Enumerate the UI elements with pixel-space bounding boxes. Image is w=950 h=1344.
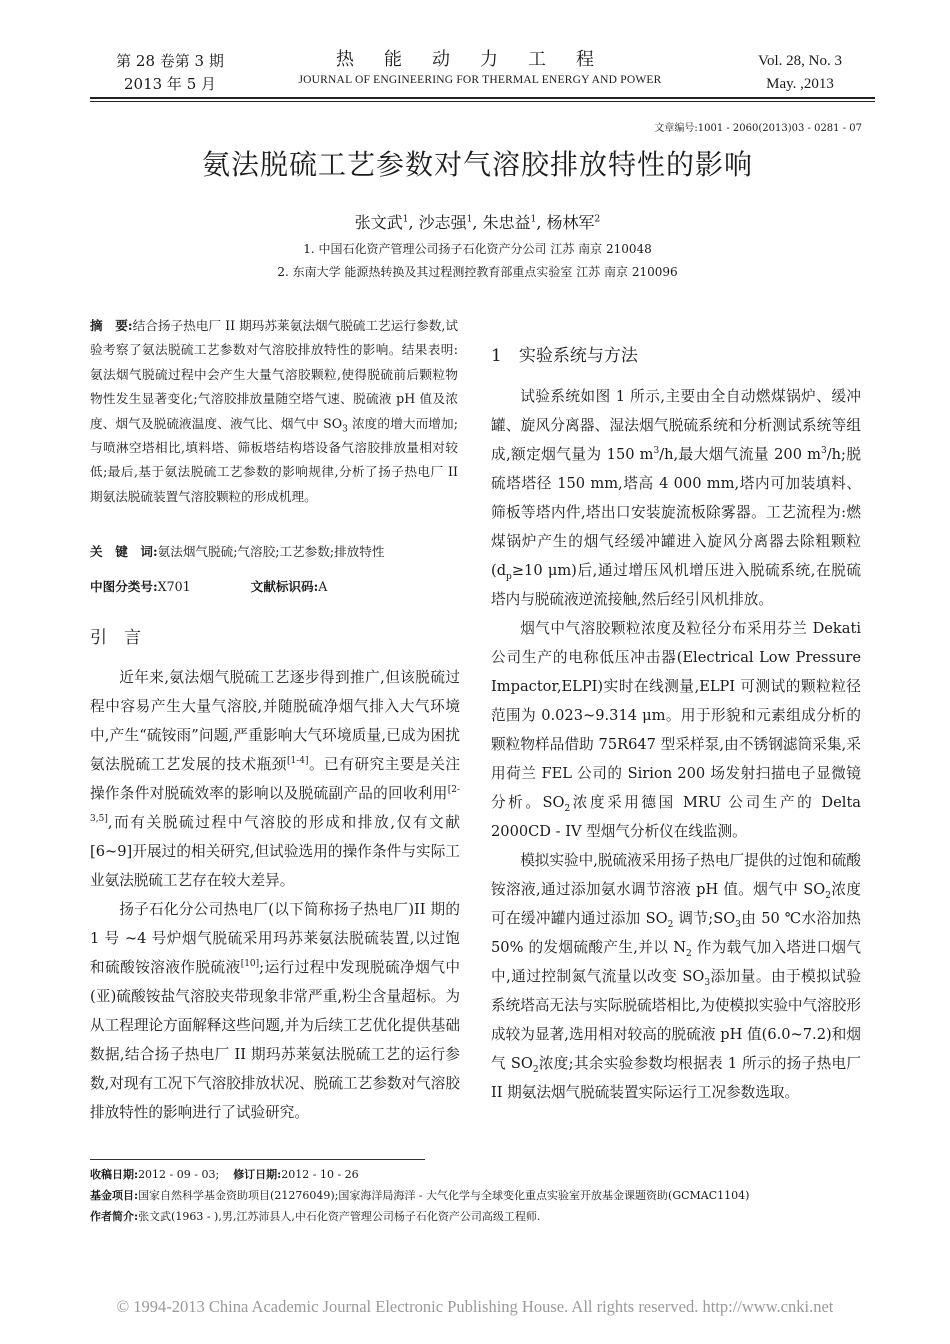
revised-label: 修订日期: <box>233 1168 282 1181</box>
received-date: 2012 - 09 - 03; <box>138 1168 220 1181</box>
header-rule-thin <box>90 101 875 102</box>
section-1-paragraph-3 <box>491 846 861 1107</box>
clc-label: 中图分类号: <box>90 579 158 594</box>
text: 调节;SO <box>673 910 736 927</box>
subscript: 2 <box>685 948 692 959</box>
copyright-notice: © 1994-2013 China Academic Journal Electronic Publishing House. All rights reserved. http://www.cnki.net <box>116 1297 834 1316</box>
subscript: p <box>506 571 512 582</box>
footnote-author <box>90 1206 880 1227</box>
journal-en: JOURNAL OF ENGINEERING FOR THERMAL ENERGY AND POWER <box>298 74 662 86</box>
author-bio-text: 张文武(1963 - ),男,江苏沛县人,中石化资产管理公司杨子石化资产公司高级工程师. <box>138 1210 541 1223</box>
subscript: 2 <box>667 919 674 930</box>
abstract <box>90 314 458 509</box>
section-1-body <box>491 382 861 1107</box>
text: 由 50 ℃水浴加热 50% 的发烟硫酸产生,并以 N <box>491 910 861 956</box>
text: ;运行过程中发现脱硫净烟气中(亚)硫酸铵盐气溶胶夹带现象非常严重,粉尘含量超标。为从工程理论方面解释这些问题,并为后续工艺优化提供基础数据,结合扬子热电厂 II 期玛苏莱氨法脱硫工艺的运行参数,对现有工况下气溶胶排放状况、脱硫工艺参数对气溶胶排放特性的影响进行了试验研究。 <box>90 959 460 1121</box>
text: 扬子石化分公司热电厂(以下简称扬子热电厂)II 期的 1 号 ~4 号炉烟气脱硫采用玛苏莱氨法脱硫装置,以过饱和硫酸铵溶液作脱硫液 <box>90 901 460 976</box>
footnote-rule <box>90 1159 425 1160</box>
subscript: 2 <box>564 803 571 814</box>
intro-body <box>90 663 460 1127</box>
intro-heading: 引 言 <box>90 628 141 648</box>
text: 添加量。由于模拟试验系统塔高无法与实际脱硫塔相比,为使模拟实验中气溶胶形成较为显著,选用相对较高的脱硫液 pH 值(6.0~7.2)和烟气 SO <box>491 968 861 1072</box>
affiliation-2: 2. 东南大学 能源热转换及其过程测控教育部重点实验室 江苏 南京 210096 <box>277 265 678 279</box>
abstract-label: 摘 要: <box>90 318 133 333</box>
abstract-text: 结合扬子热电厂 II 期玛苏莱氨法烟气脱硫工艺运行参数,试验考察了氨法脱硫工艺参数对气溶胶排放特性的影响。结果表明:氨法烟气脱硫过程中会产生大量气溶胶颗粒,使得脱硫前后颗粒物物性发生显著变化;气溶胶排放量随空塔气速、脱硫液 pH 值及浓度、烟气及脱硫液温度、液气比、烟气中 SO <box>90 318 458 431</box>
header-rule <box>90 97 875 99</box>
author-bio-label: 作者简介: <box>90 1210 139 1223</box>
text: 浓度可在缓冲罐内通过添加 SO <box>491 881 861 927</box>
keywords-label: 关 键 词: <box>90 544 158 559</box>
text: ≥10 μm)后,通过增压风机增压进入脱硫系统,在脱硫塔内与脱硫液逆流接触,然后经引风机排放。 <box>491 562 861 608</box>
subscript: 2 <box>825 890 831 901</box>
footnote-fund <box>90 1185 880 1206</box>
issue-info <box>90 50 250 96</box>
date-en: May. ,2013 <box>766 76 834 92</box>
intro-paragraph-1 <box>90 663 460 895</box>
author-affil-mark: 2 <box>594 214 601 225</box>
author-list: 张文武$^1$, 沙志强$^1$, 朱忠益$^1$, 杨林军$^2$ <box>354 213 601 232</box>
received-label: 收稿日期: <box>90 1168 139 1181</box>
author-name: 张文武 <box>354 213 403 232</box>
fund-label: 基金项目: <box>90 1189 139 1202</box>
text: 烟气中气溶胶颗粒浓度及粒径分布采用芬兰 Dekati 公司生产的电称低压冲击器(Electrical Low Pressure Impactor,ELPI)实时在线测量,ELPI 可测试的颗粒粒径范围为 0.023~9.314 μm。用于形貌和元素组成分析的颗粒物样品借助 75R647 型采样泵,由不锈钢滤筒采集,采用荷兰 FEL 公司的 Sirion 200 场发射扫描电子显微镜分析。SO <box>491 620 861 811</box>
text: 模拟实验中,脱硫液采用扬子热电厂提供的过饱和硫酸铵溶液,通过添加氨水调节溶液 pH 值。烟气中 SO <box>491 852 861 898</box>
affiliation-1: 1. 中国石化资产管理公司扬子石化资产分公司 江苏 南京 210048 <box>303 242 652 256</box>
section-1-paragraph-2 <box>491 614 861 846</box>
doc-code-value: A <box>318 579 328 594</box>
abstract-sub: 3 <box>342 424 348 435</box>
classification <box>90 576 458 595</box>
superscript: 3 <box>653 446 660 457</box>
text: 浓度采用德国 MRU 公司生产的 Delta 2000CD - IV 型烟气分析仪在线监测。 <box>491 794 862 840</box>
text: 试验系统如图 1 所示,主要由全自动燃煤锅炉、缓冲罐、旋风分离器、湿法烟气脱硫系统和分析测试系统等组成,额定烟气量为 150 m <box>491 388 861 463</box>
subscript: 3 <box>735 919 741 930</box>
author-affil-mark: 1 <box>402 214 409 225</box>
vol-en: Vol. 28, No. 3 <box>758 53 842 69</box>
date-cn: 2013 年 5 月 <box>123 75 217 93</box>
text: /h,最大烟气流量 200 m <box>659 446 821 463</box>
abstract-text-cont: 浓度的增大而增加;与喷淋空塔相比,填料塔、筛板塔结构塔设备气溶胶排放量相对较低;最后,基于氨法脱硫工艺参数的影响规律,分析了扬子热电厂 II 期氨法脱硫装置气溶胶颗粒的形成机理。 <box>90 415 458 504</box>
superscript: 3 <box>820 446 827 457</box>
clc-value: X701 <box>157 579 191 594</box>
author-name: 朱忠益 <box>482 213 531 232</box>
article-number: 文章编号:1001 - 2060(2013)03 - 0281 - 07 <box>654 123 862 134</box>
text: /h;脱硫塔塔径 150 mm,塔高 4 000 mm,塔内可加装填料、筛板等塔内件,塔出口安装旋流板除雾器。工艺流程为:燃煤锅炉产生的烟气经缓冲罐进入旋风分离器去除粗颗粒(d <box>491 446 861 579</box>
volume-info <box>730 50 870 96</box>
author-affil-mark: 1 <box>530 214 537 225</box>
section-1-heading: 1 实验系统与方法 <box>491 346 638 366</box>
text: 近年来,氨法烟气脱硫工艺逐步得到推广,但该脱硫过程中容易产生大量气溶胶,并随脱硫净烟气排入大气环境中,产生“硫铵雨”问题,严重影响大气环境质量,已成为困扰氨法脱硫工艺发展的技术瓶颈 <box>90 669 460 773</box>
paper-title: 氨法脱硫工艺参数对气溶胶排放特性的影响 <box>201 148 753 181</box>
text: 浓度;其余实验参数均根据表 1 所示的扬子热电厂 II 期氨法烟气脱硫装置实际运行工况参数选取。 <box>491 1055 861 1101</box>
subscript: 2 <box>532 1064 539 1075</box>
issue-cn: 第 28 卷第 3 期 <box>116 52 224 70</box>
intro-paragraph-2 <box>90 895 460 1127</box>
fund-text: 国家自然科学基金资助项目(21276049);国家海洋局海洋 - 大气化学与全球变化重点实验室开放基金课题资助(GCMAC1104) <box>138 1189 750 1202</box>
citation: [1-4] <box>286 756 309 767</box>
journal-title <box>255 48 705 88</box>
author-affil-mark: 1 <box>466 214 473 225</box>
citation: [2-3,5] <box>90 785 460 825</box>
text: 作为载气加入塔进口烟气中,通过控制氮气流量以改变 SO <box>491 939 861 985</box>
keywords-text: 氨法烟气脱硫;气溶胶;工艺参数;排放特性 <box>157 544 385 559</box>
section-1-paragraph-1 <box>491 382 861 614</box>
citation: [10] <box>240 959 260 970</box>
text: 。已有研究主要是关注操作条件对脱硫效率的影响以及脱硫副产品的回收利用 <box>90 756 460 802</box>
author-name: 杨林军 <box>546 213 595 232</box>
text: ,而有关脱硫过程中气溶胶的形成和排放,仅有文献[6~9]开展过的相关研究,但试验选用的操作条件与实际工业氨法脱硫工艺存在较大差异。 <box>90 814 460 889</box>
subscript: 3 <box>704 977 711 988</box>
footnote-dates <box>90 1164 880 1185</box>
author-name: 沙志强 <box>418 213 467 232</box>
doc-code-label: 文献标识码: <box>250 579 319 594</box>
revised-date: 2012 - 10 - 26 <box>281 1168 359 1181</box>
journal-cn: 热能动力工程 <box>336 49 624 70</box>
keywords <box>90 541 458 560</box>
